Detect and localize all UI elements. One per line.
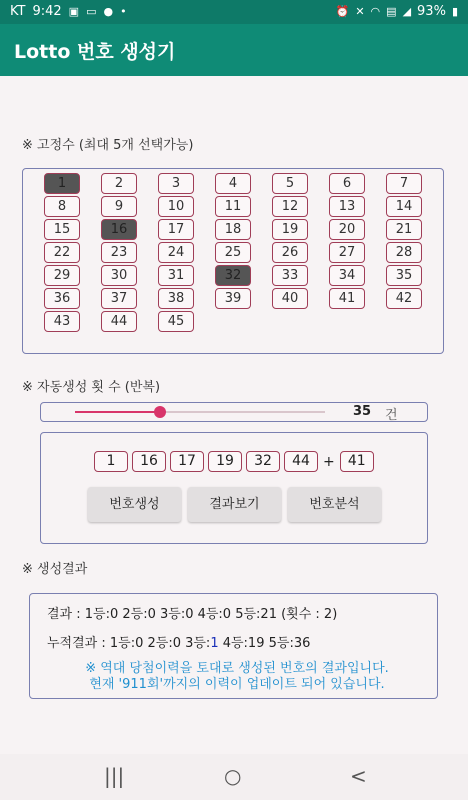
- generated-number: 44: [284, 451, 318, 472]
- generated-number: 32: [246, 451, 280, 472]
- number-button[interactable]: 7: [386, 173, 422, 194]
- number-button[interactable]: 30: [101, 265, 137, 286]
- cumulative-result-line: [47, 632, 310, 651]
- repeat-count-unit: 건: [385, 408, 398, 423]
- number-button[interactable]: 9: [101, 196, 137, 217]
- repeat-count-panel: [40, 402, 428, 422]
- auto-count-title: ※ 자동생성 횟 수 (반복): [22, 380, 161, 395]
- chat-notification-icon: ●: [103, 4, 114, 18]
- carrier-label: KT: [10, 4, 26, 19]
- number-button[interactable]: 33: [272, 265, 308, 286]
- link-notification-icon: ▭: [86, 4, 97, 18]
- number-button[interactable]: 13: [329, 196, 365, 217]
- main-content: [0, 76, 468, 754]
- battery-percent: 93%: [417, 4, 446, 19]
- back-icon[interactable]: <: [350, 764, 367, 788]
- number-button[interactable]: 16: [101, 219, 137, 240]
- generated-number: 19: [208, 451, 242, 472]
- app-title: Lotto 번호 생성기: [14, 41, 176, 63]
- number-button[interactable]: 35: [386, 265, 422, 286]
- wifi-icon: ◠: [370, 4, 381, 18]
- number-button[interactable]: 22: [44, 242, 80, 263]
- result-note-line-1: ※ 역대 당첨이력을 토대로 생성된 번호의 결과입니다.: [85, 661, 389, 676]
- result-title: ※ 생성결과: [22, 562, 88, 577]
- number-button[interactable]: 24: [158, 242, 194, 263]
- number-button[interactable]: 40: [272, 288, 308, 309]
- result-note: [47, 661, 427, 693]
- generated-number: 16: [132, 451, 166, 472]
- number-button[interactable]: 21: [386, 219, 422, 240]
- dot-notification-icon: •: [120, 4, 127, 18]
- number-button[interactable]: 14: [386, 196, 422, 217]
- number-button[interactable]: 38: [158, 288, 194, 309]
- number-button[interactable]: 6: [329, 173, 365, 194]
- result-panel: [29, 593, 438, 699]
- number-button[interactable]: 17: [158, 219, 194, 240]
- number-button[interactable]: 39: [215, 288, 251, 309]
- number-button[interactable]: 44: [101, 311, 137, 332]
- number-button[interactable]: 2: [101, 173, 137, 194]
- slider-thumb[interactable]: [154, 406, 166, 418]
- fixed-numbers-title: ※ 고정수 (최대 5개 선택가능): [22, 138, 194, 153]
- number-button[interactable]: 20: [329, 219, 365, 240]
- bonus-number: 41: [340, 451, 374, 472]
- fixed-numbers-panel: [22, 168, 444, 354]
- result-line: 결과 : 1등:0 2등:0 3등:0 4등:0 5등:21 (횟수 : 2): [47, 607, 338, 622]
- number-button[interactable]: 1: [44, 173, 80, 194]
- recents-icon[interactable]: |||: [104, 764, 125, 788]
- slider-fill: [75, 411, 160, 413]
- signal-icon: ◢: [402, 4, 412, 18]
- analyze-button[interactable]: 번호분석: [288, 487, 381, 522]
- generated-number: 17: [170, 451, 204, 472]
- number-button[interactable]: 42: [386, 288, 422, 309]
- cumulative-suffix: 4등:19 5등:36: [218, 636, 311, 651]
- number-button[interactable]: 18: [215, 219, 251, 240]
- cumulative-prefix: 누적결과 : 1등:0 2등:0 3등:: [47, 636, 211, 651]
- number-button[interactable]: 34: [329, 265, 365, 286]
- number-button[interactable]: 12: [272, 196, 308, 217]
- number-button[interactable]: 28: [386, 242, 422, 263]
- view-results-button[interactable]: 결과보기: [188, 487, 281, 522]
- number-button[interactable]: 11: [215, 196, 251, 217]
- clock: 9:42: [32, 4, 62, 19]
- number-button[interactable]: 5: [272, 173, 308, 194]
- generated-number: 1: [94, 451, 128, 472]
- generated-numbers-panel: [40, 432, 428, 544]
- number-button[interactable]: 29: [44, 265, 80, 286]
- number-button[interactable]: 32: [215, 265, 251, 286]
- number-button[interactable]: 31: [158, 265, 194, 286]
- repeat-count-slider[interactable]: [75, 411, 325, 413]
- number-button[interactable]: 25: [215, 242, 251, 263]
- number-button[interactable]: 37: [101, 288, 137, 309]
- number-grid: [44, 173, 422, 332]
- hd-icon: ▤: [386, 4, 397, 18]
- repeat-count-value: 35: [353, 404, 372, 419]
- number-button[interactable]: 3: [158, 173, 194, 194]
- mute-icon: ✕: [355, 4, 365, 18]
- app-bar: [0, 24, 468, 76]
- number-button[interactable]: 19: [272, 219, 308, 240]
- result-note-line-2: 현재 '911회'까지의 이력이 업데이트 되어 있습니다.: [89, 677, 385, 692]
- number-button[interactable]: 15: [44, 219, 80, 240]
- number-button[interactable]: 26: [272, 242, 308, 263]
- number-button[interactable]: 43: [44, 311, 80, 332]
- generate-button[interactable]: 번호생성: [88, 487, 181, 522]
- number-button[interactable]: 27: [329, 242, 365, 263]
- cumulative-highlight: 1: [210, 636, 219, 651]
- number-button[interactable]: 23: [101, 242, 137, 263]
- generated-numbers-row: [94, 451, 374, 472]
- alarm-icon: ⏰: [335, 4, 350, 18]
- battery-icon: ▮: [451, 4, 458, 18]
- plus-sign: +: [323, 453, 335, 470]
- number-button[interactable]: 10: [158, 196, 194, 217]
- number-button[interactable]: 4: [215, 173, 251, 194]
- image-notification-icon: ▣: [68, 4, 80, 18]
- status-bar: [0, 0, 468, 24]
- number-button[interactable]: 8: [44, 196, 80, 217]
- navigation-bar: [0, 754, 468, 800]
- number-button[interactable]: 41: [329, 288, 365, 309]
- number-button[interactable]: 45: [158, 311, 194, 332]
- home-icon[interactable]: ○: [224, 764, 242, 788]
- number-button[interactable]: 36: [44, 288, 80, 309]
